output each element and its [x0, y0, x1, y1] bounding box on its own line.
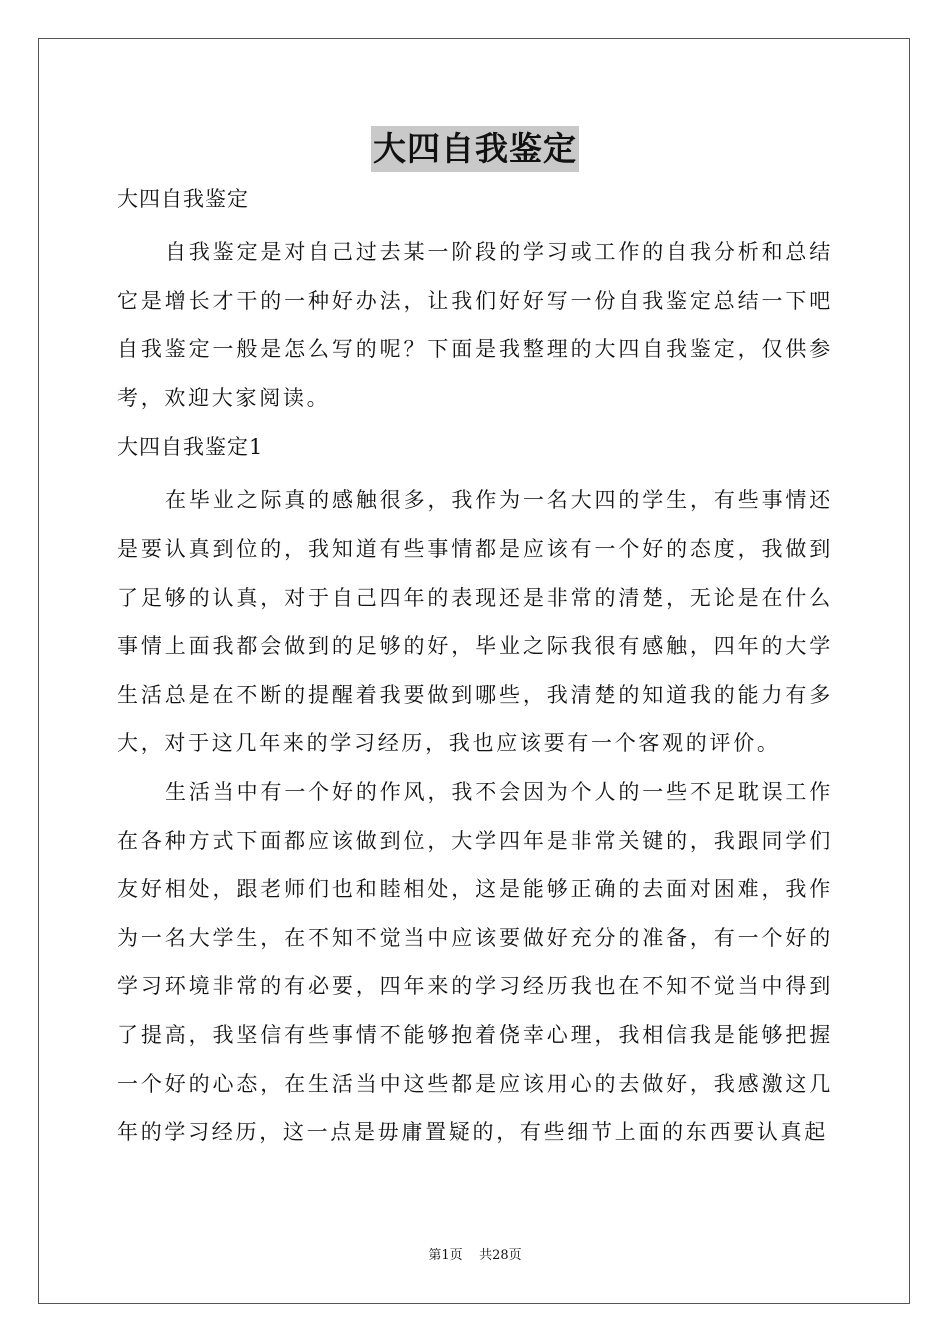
body-paragraph-2: 生活当中有一个好的作风，我不会因为个人的一些不足耽误工作在各种方式下面都应该做到位，大学四年是非常关键的，我跟同学们友好相处，跟老师们也和睦相处，这是能够正确的去面对困难，我作为一名大学生，在不知不觉当中应该要做好充分的准备，有一个好的学习环境非常的有必要，四年来的学习经历我也在不知不觉当中得到了提高，我坚信有些事情不能够抱着侥幸心理，我相信我是能够把握一个好的心态，在生活当中这些都是应该用心的去做好，我感激这几年的学习经历，这一点是毋庸置疑的，有些细节上面的东西要认真起 — [117, 779, 833, 1145]
intro-heading: 大四自我鉴定 — [117, 187, 249, 211]
document-title: 大四自我鉴定 — [371, 126, 579, 172]
page-footer: 第1页 共28页 — [428, 1248, 522, 1263]
document-body — [117, 180, 833, 1157]
intro-paragraph: 自我鉴定是对自己过去某一阶段的学习或工作的自我分析和总结它是增长才干的一种好办法，让我们好好写一份自我鉴定总结一下吧自我鉴定一般是怎么写的呢？下面是我整理的大四自我鉴定，仅供参考，欢迎大家阅读。 — [117, 240, 833, 410]
title-container — [0, 126, 950, 172]
section-heading: 大四自我鉴定1 — [117, 435, 264, 460]
body-paragraph-1: 在毕业之际真的感触很多，我作为一名大四的学生，有些事情还是要认真到位的，我知道有些事情都是应该有一个好的态度，我做到了足够的认真，对于自己四年的表现还是非常的清楚，无论是在什么事情上面我都会做到的足够的好，毕业之际我很有感触，四年的大学生活总是在不断的提醒着我要做到哪些，我清楚的知道我的能力有多大，对于这几年来的学习经历，我也应该要有一个客观的评价。 — [117, 488, 833, 756]
